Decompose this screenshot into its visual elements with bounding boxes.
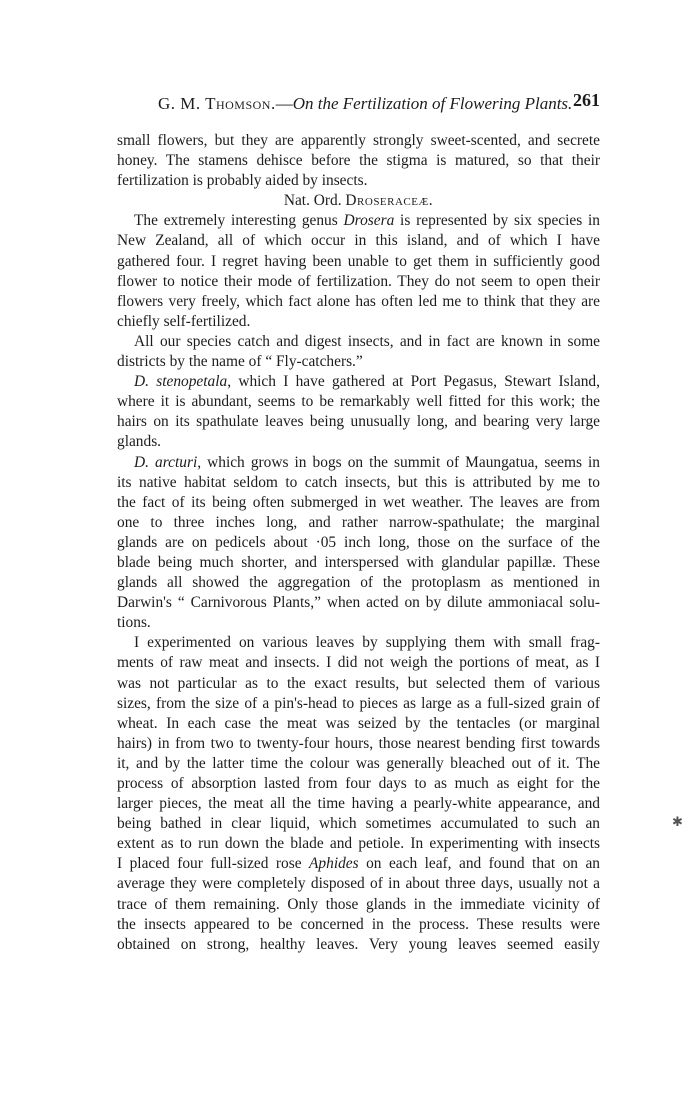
- text-line: All our species catch and digest insects, and in fact are known in some: [134, 332, 600, 350]
- text-line: flower to notice their mode of fertilization. They do not seem to open their: [117, 272, 600, 290]
- text-line: honey. The stamens dehisce before the stigma is matured, so that their: [117, 152, 600, 170]
- page-speck: ✱: [672, 814, 683, 829]
- text-line: where it is abundant, seems to be remarkably well fitted for this work; the: [117, 393, 600, 411]
- italic-term: D. stenopetala: [134, 373, 228, 391]
- text-line: I placed four full-sized rose Aphides on each leaf, and found that on an: [117, 855, 600, 873]
- text-line: process of absorption lasted from four days to as much as eight for the: [117, 775, 600, 792]
- text-line: The extremely interesting genus Drosera is represented by six species in: [134, 212, 601, 230]
- italic-term: Drosera: [343, 212, 395, 230]
- text-line: D. arcturi, which grows in bogs on the summit of Maungatua, seems in: [134, 453, 600, 471]
- header-title: On the Fertilization of Flowering Plants.: [292, 94, 573, 113]
- text-line: the fact of its being often submerged in wet weather. The leaves are from: [117, 493, 600, 511]
- header-dash: —: [275, 94, 293, 113]
- text-line: the insects appeared to be concerned in the process. These results were: [117, 915, 600, 933]
- text-line: glands all showed the aggregation of the protoplasm as mentioned in: [117, 574, 600, 592]
- page-number: 261: [573, 90, 600, 110]
- text-line: was not particular as to the exact results, but selected them of various: [117, 674, 600, 692]
- text-line: flowers very freely, which fact alone has often led me to think that they are: [117, 292, 600, 310]
- text-line: D. stenopetala, which I have gathered at Port Pegasus, Stewart Island,: [134, 373, 600, 391]
- text-line: hairs on its spathulate leaves being unusually long, and bearing very large: [117, 413, 600, 431]
- order-name: Droseraceæ.: [345, 192, 434, 210]
- text-line: Darwin's “ Carnivorous Plants,” when acted on by dilute ammoniacal solu-: [117, 594, 600, 612]
- text-line: its native habitat seldom to catch insects, but this is attributed by me to: [117, 473, 600, 491]
- text-line: blade being much shorter, and interspersed with glandular papillæ. These: [117, 553, 600, 571]
- text-line: one to three inches long, and rather narrow-spathulate; the marginal: [117, 513, 600, 531]
- text-line: larger pieces, the meat all the time having a pearly-white appearance, and: [117, 795, 600, 813]
- text-line: being bathed in clear liquid, which sometimes accumulated to such an: [117, 815, 600, 833]
- text-line: tions.: [117, 614, 151, 632]
- text-line: it, and by the latter time the colour was generally bleached out of it. The: [117, 754, 600, 772]
- text-line: average they were completely disposed of in about three days, usually not a: [117, 875, 600, 893]
- text-line: chiefly self-fertilized.: [117, 312, 251, 330]
- text-line: gathered four. I regret having been unable to get them in sufficiently good: [117, 252, 600, 270]
- running-title: [158, 94, 572, 114]
- section-heading: Nat. Ord. Droseraceæ.: [283, 192, 434, 210]
- text-line: obtained on strong, healthy leaves. Very young leaves seemed easily: [117, 935, 600, 953]
- text-line: ments of raw meat and insects. I did not weigh the portions of meat, as I: [117, 654, 600, 672]
- text-line: glands are on pedicels about ·05 inch long, those on the surface of the: [117, 533, 600, 551]
- text-line: districts by the name of “ Fly-catchers.”: [117, 353, 363, 371]
- text-line: wheat. In each case the meat was seized by the tentacles (or marginal: [117, 714, 600, 732]
- running-header: [118, 90, 600, 116]
- italic-term: D. arcturi: [134, 453, 198, 471]
- text-line: New Zealand, all of which occur in this island, and of which I have: [117, 232, 600, 250]
- text-line: small flowers, but they are apparently strongly sweet-scented, and secrete: [117, 132, 600, 149]
- text-line: I experimented on various leaves by supplying them with small frag-: [134, 634, 600, 652]
- text-line: extent as to run down the blade and petiole. In experimenting with insects: [117, 835, 600, 853]
- text-line: hairs) in from two to twenty-four hours, those nearest bending first towards: [117, 734, 600, 752]
- text-line: glands.: [117, 433, 162, 451]
- body-text: [117, 131, 600, 955]
- header-author: G. M. Thomson.: [158, 94, 276, 113]
- text-line: trace of them remaining. Only those glands in the immediate vicinity of: [117, 895, 600, 913]
- text-line: fertilization is probably aided by insects.: [117, 172, 368, 190]
- italic-term: Aphides: [309, 855, 359, 873]
- text-line: sizes, from the size of a pin's-head to pieces as large as a full-sized grain of: [117, 694, 600, 712]
